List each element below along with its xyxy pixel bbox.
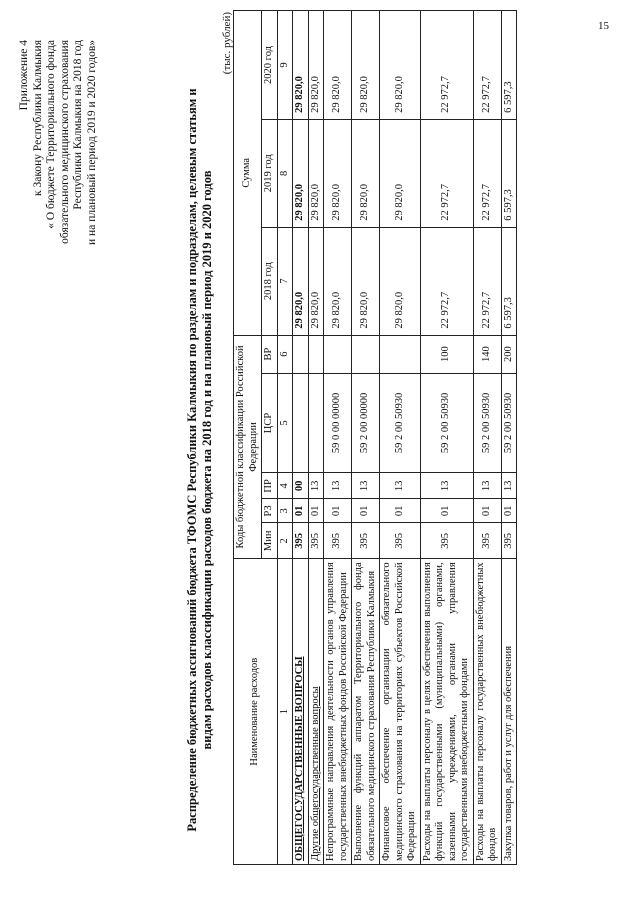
table-row	[501, 11, 517, 865]
row-2019: 22 972,7	[473, 119, 501, 227]
row-min: 395	[473, 523, 501, 559]
row-pr: 13	[501, 473, 517, 499]
row-pr: 13	[473, 473, 501, 499]
row-2018: 22 972,7	[420, 227, 473, 335]
row-name: Непрограммные направления деятельности органов управления государственных внебюджетных фондов Российской Федерации	[324, 559, 352, 865]
row-pr: 13	[308, 473, 324, 499]
appendix-line: Республики Калмыкия на 2018 год	[72, 40, 84, 210]
row-rz: 01	[420, 499, 473, 523]
table-row	[293, 11, 309, 865]
row-rz: 01	[324, 499, 352, 523]
row-2019: 6 597,3	[501, 119, 517, 227]
row-2020: 29 820,0	[352, 11, 380, 120]
row-2019: 29 820,0	[308, 119, 324, 227]
colnum: 7	[277, 227, 293, 335]
row-pr: 00	[293, 473, 309, 499]
header-min: Мин	[262, 523, 278, 559]
row-2020: 22 972,7	[420, 11, 473, 120]
colnum: 6	[277, 335, 293, 373]
appendix-line: к Закону Республики Калмыкия	[31, 40, 44, 196]
table-row	[380, 11, 421, 865]
header-vr: ВР	[262, 335, 278, 373]
budget-table	[233, 10, 517, 865]
row-2020: 29 820,0	[324, 11, 352, 120]
row-pr: 13	[352, 473, 380, 499]
row-csr	[308, 373, 324, 473]
table-row	[473, 11, 501, 865]
header-rz: РЗ	[262, 499, 278, 523]
row-min: 395	[324, 523, 352, 559]
row-min: 395	[420, 523, 473, 559]
row-2020: 6 597,3	[501, 11, 517, 120]
row-vr: 100	[420, 335, 473, 373]
row-vr	[324, 335, 352, 373]
row-name: Выполнение функций аппаратом Территориального фонда обязательного медицинского страхования Республики Калмыкия	[352, 559, 380, 865]
row-2019: 29 820,0	[324, 119, 352, 227]
colnum: 8	[277, 119, 293, 227]
row-csr	[293, 373, 309, 473]
row-vr: 140	[473, 335, 501, 373]
table-row	[352, 11, 380, 865]
units-label: (тыс. рублей)	[221, 12, 233, 75]
row-2020: 29 820,0	[308, 11, 324, 120]
header-sum: Сумма	[234, 11, 262, 336]
row-min: 395	[352, 523, 380, 559]
row-name: ОБЩЕГОСУДАРСТВЕННЫЕ ВОПРОСЫ	[293, 559, 309, 865]
colnum: 4	[277, 473, 293, 499]
row-vr	[352, 335, 380, 373]
title-line: Распределение бюджетных ассигнований бюджета ТФОМС Республики Калмыкия по разделам и подразделам, целевым статьям и	[185, 88, 199, 832]
header-pr: ПР	[262, 473, 278, 499]
row-csr: 59 2 00 50930	[473, 373, 501, 473]
row-rz: 01	[352, 499, 380, 523]
row-vr	[308, 335, 324, 373]
row-pr: 13	[324, 473, 352, 499]
colnum: 1	[277, 559, 293, 865]
row-rz: 01	[380, 499, 421, 523]
appendix-reference	[18, 40, 99, 245]
row-2019: 29 820,0	[293, 119, 309, 227]
row-2019: 29 820,0	[380, 119, 421, 227]
row-csr: 59 0 00 00000	[324, 373, 352, 473]
row-2020: 29 820,0	[293, 11, 309, 120]
row-rz: 01	[293, 499, 309, 523]
row-2018: 29 820,0	[293, 227, 309, 335]
row-2019: 22 972,7	[420, 119, 473, 227]
colnum: 3	[277, 499, 293, 523]
row-min: 395	[308, 523, 324, 559]
row-min: 395	[293, 523, 309, 559]
title-line: видам расходов классификации расходов бюджета на 2018 год и на плановый период 2019 и 2020 годов	[199, 170, 214, 750]
row-2018: 29 820,0	[324, 227, 352, 335]
row-name: Другие общегосударственные вопросы	[308, 559, 324, 865]
header-codes: Коды бюджетной классификации Российской Федерации	[234, 335, 262, 559]
row-vr	[293, 335, 309, 373]
header-csr: ЦСР	[262, 373, 278, 473]
row-2020: 29 820,0	[380, 11, 421, 120]
header-2018: 2018 год	[262, 227, 278, 335]
row-2020: 22 972,7	[473, 11, 501, 120]
row-name: Расходы на выплаты персоналу государственных внебюджетных фондов	[473, 559, 501, 865]
row-2018: 29 820,0	[352, 227, 380, 335]
appendix-line: Приложение 4	[18, 40, 30, 111]
row-csr: 59 2 00 50930	[380, 373, 421, 473]
appendix-line: « О бюджете Территориального фонда	[45, 40, 57, 229]
page-number: 15	[598, 20, 609, 32]
header-2019: 2019 год	[262, 119, 278, 227]
row-min: 395	[501, 523, 517, 559]
table-row	[308, 11, 324, 865]
row-min: 395	[380, 523, 421, 559]
row-name: Финансовое обеспечение организации обязательного медицинского страхования на территориях субъектов Российской Федерации	[380, 559, 421, 865]
row-name: Расходы на выплаты персоналу в целях обеспечения выполнения функций государственными (муниципальными) органами, казенными учреждениями, органами управления государственными внебюджетными фондами	[420, 559, 473, 865]
colnum: 9	[277, 11, 293, 120]
header-name: Наименование расходов	[234, 559, 278, 865]
row-2018: 29 820,0	[308, 227, 324, 335]
row-rz: 01	[473, 499, 501, 523]
appendix-line: и на плановый период 2019 и 2020 годов»	[85, 40, 98, 245]
document-title	[185, 55, 214, 865]
row-pr: 13	[420, 473, 473, 499]
table-row	[324, 11, 352, 865]
header-2020: 2020 год	[262, 11, 278, 120]
row-csr: 59 2 00 50930	[420, 373, 473, 473]
row-csr: 59 2 00 50930	[501, 373, 517, 473]
row-2018: 6 597,3	[501, 227, 517, 335]
table-row	[420, 11, 473, 865]
colnum: 5	[277, 373, 293, 473]
row-name: Закупка товаров, работ и услуг для обеспечения	[501, 559, 517, 865]
row-2018: 29 820,0	[380, 227, 421, 335]
row-vr	[380, 335, 421, 373]
appendix-line: обязательного медицинского страхования	[58, 40, 71, 244]
colnum: 2	[277, 523, 293, 559]
row-rz: 01	[501, 499, 517, 523]
row-rz: 01	[308, 499, 324, 523]
row-2018: 22 972,7	[473, 227, 501, 335]
row-pr: 13	[380, 473, 421, 499]
row-csr: 59 2 00 00000	[352, 373, 380, 473]
row-2019: 29 820,0	[352, 119, 380, 227]
row-vr: 200	[501, 335, 517, 373]
